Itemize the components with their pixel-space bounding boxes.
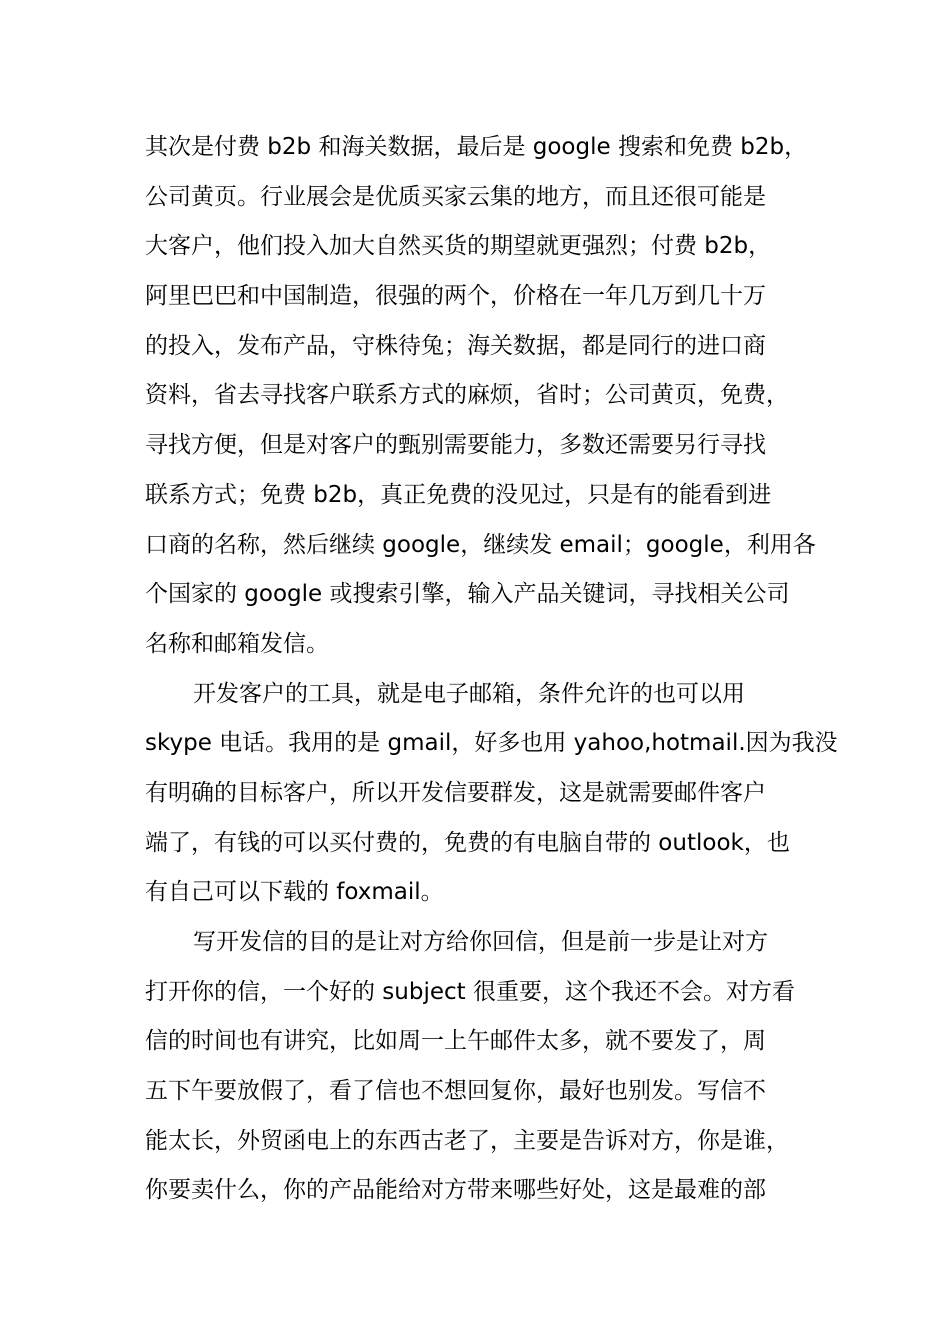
- text-line: 口商的名称，然后继续 google，继续发 email；google，利用各: [145, 531, 816, 558]
- text-line: 五下午要放假了，看了信也不想回复你，最好也别发。写信不: [145, 1078, 766, 1105]
- text-line: 你要卖什么，你的产品能给对方带来哪些好处，这是最难的部: [145, 1177, 766, 1204]
- text-line: 寻找方便，但是对客户的甄别需要能力，多数还需要另行寻找: [145, 432, 766, 459]
- text-line: 联系方式；免费 b2b，真正免费的没见过，只是有的能看到进: [145, 481, 772, 508]
- text-line: 的投入，发布产品，守株待兔；海关数据，都是同行的进口商: [145, 332, 766, 359]
- text-line: 能太长，外贸函电上的东西古老了，主要是告诉对方，你是谁，: [145, 1127, 789, 1154]
- text-line: 打开你的信，一个好的 subject 很重要，这个我还不会。对方看: [145, 978, 795, 1005]
- text-line: 名称和邮箱发信。: [145, 630, 329, 657]
- text-line: 有明确的目标客户，所以开发信要群发，这是就需要邮件客户: [145, 779, 766, 806]
- text-line: 公司黄页。行业展会是优质买家云集的地方，而且还很可能是: [145, 183, 766, 210]
- text-line: 信的时间也有讲究，比如周一上午邮件太多，就不要发了，周: [145, 1028, 766, 1055]
- text-line: 资料，省去寻找客户联系方式的麻烦，省时；公司黄页，免费，: [145, 382, 789, 409]
- paragraph-start-line: 开发客户的工具，就是电子邮箱，条件允许的也可以用: [193, 680, 745, 707]
- text-line: 个国家的 google 或搜索引擎，输入产品关键词，寻找相关公司: [145, 581, 790, 608]
- text-line: 阿里巴巴和中国制造，很强的两个，价格在一年几万到几十万: [145, 283, 766, 310]
- text-line: skype 电话。我用的是 gmail，好多也用 yahoo,hotmail.因为我没: [145, 730, 838, 757]
- text-line: 有自己可以下载的 foxmail。: [145, 879, 444, 906]
- text-line: 大客户，他们投入加大自然买货的期望就更强烈；付费 b2b，: [145, 233, 772, 260]
- text-line: 其次是付费 b2b 和海关数据，最后是 google 搜索和免费 b2b，: [145, 134, 808, 160]
- text-line: 端了，有钱的可以买付费的，免费的有电脑自带的 outlook，也: [145, 829, 790, 856]
- paragraph-start-line: 写开发信的目的是让对方给你回信，但是前一步是让对方: [193, 929, 768, 955]
- body-text: [145, 123, 838, 1216]
